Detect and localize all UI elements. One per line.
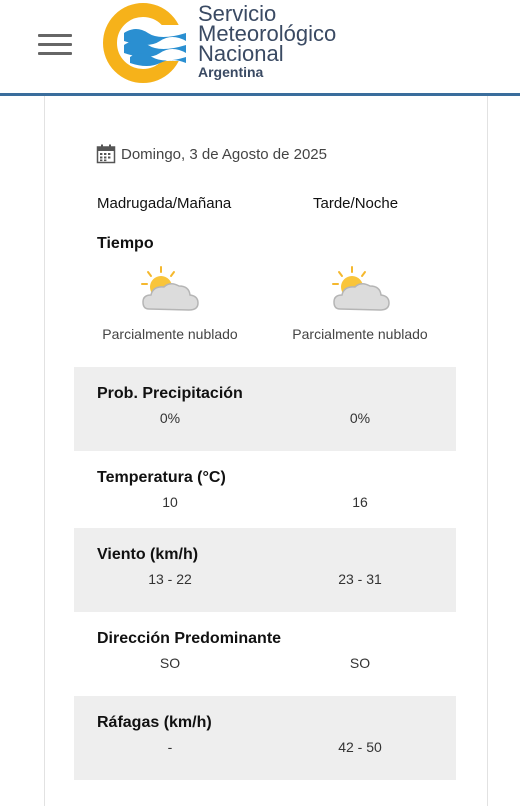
- value-morning: 10: [162, 494, 178, 510]
- forecast-row-precipitation: [74, 367, 456, 451]
- forecast-row-wind: [74, 528, 456, 612]
- row-title: Temperatura (°C): [97, 469, 226, 486]
- forecast-row-gusts: [74, 696, 456, 780]
- partly-cloudy-icon: [330, 265, 390, 317]
- logo-line-1: Servicio: [198, 1, 277, 26]
- calendar-icon: [96, 144, 116, 164]
- value-morning: 13 - 22: [148, 571, 192, 587]
- site-header: [0, 0, 520, 96]
- forecast-row-direction: [74, 612, 456, 696]
- logo-country: Argentina: [198, 64, 264, 80]
- row-title: Ráfagas (km/h): [97, 714, 212, 731]
- value-morning: SO: [159, 655, 181, 671]
- period-morning: Madrugada/Mañana: [97, 195, 232, 212]
- value-evening: 0%: [349, 410, 371, 426]
- partly-cloudy-icon: [139, 265, 199, 317]
- condition-evening: Parcialmente nublado: [292, 326, 428, 342]
- value-evening: 16: [352, 494, 368, 510]
- row-title: Viento (km/h): [97, 546, 199, 563]
- value-evening: 42 - 50: [338, 739, 382, 755]
- logo-line-2: Meteorológico: [198, 21, 337, 46]
- forecast-row-temperature: [74, 451, 456, 535]
- condition-morning: Parcialmente nublado: [102, 326, 238, 342]
- forecast-date: [96, 144, 327, 164]
- logo-wordmark[interactable]: [198, 1, 337, 80]
- value-evening: 23 - 31: [338, 571, 382, 587]
- row-title: Prob. Precipitación: [97, 385, 243, 402]
- logo-line-3: Nacional: [198, 41, 284, 66]
- row-title: Dirección Predominante: [97, 630, 282, 647]
- value-morning: -: [167, 739, 173, 755]
- value-morning: 0%: [159, 410, 181, 426]
- date-text: Domingo, 3 de Agosto de 2025: [121, 145, 327, 163]
- value-evening: SO: [349, 655, 371, 671]
- period-evening: Tarde/Noche: [313, 195, 399, 212]
- weather-title: Tiempo: [97, 235, 154, 252]
- smn-logo-icon[interactable]: [100, 3, 186, 83]
- hamburger-menu-icon[interactable]: [38, 34, 72, 56]
